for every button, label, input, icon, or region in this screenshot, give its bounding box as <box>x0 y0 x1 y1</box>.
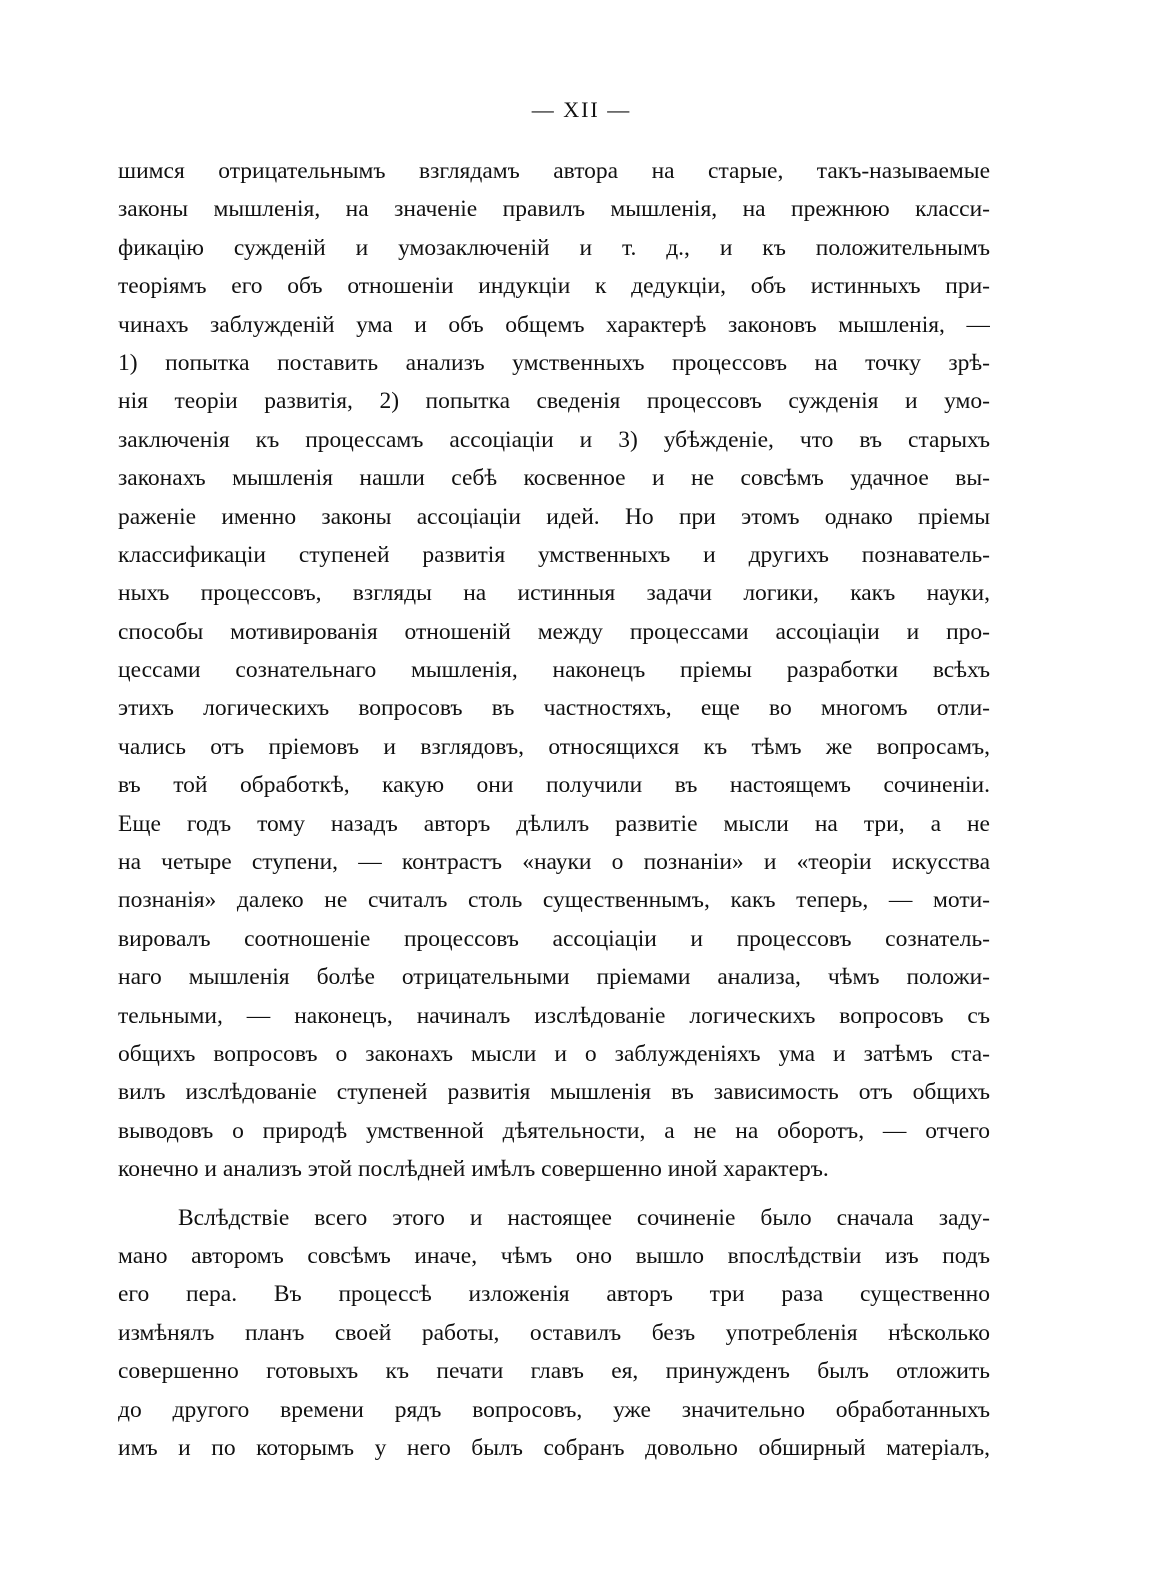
text-line: Еще годъ тому назадъ авторъ дѣлилъ развитіе мысли на три, а не <box>118 810 990 837</box>
text-line: выводовъ о природѣ умственной дѣятельности, а не на оборотъ, — отчего <box>118 1117 990 1144</box>
text-line: чались отъ пріемовъ и взглядовъ, относящихся къ тѣмъ же вопросамъ, <box>118 733 990 760</box>
text-line: общихъ вопросовъ о законахъ мысли и о заблужденіяхъ ума и затѣмъ ста- <box>118 1040 990 1067</box>
text-line: законахъ мышленія нашли себѣ косвенное и не совсѣмъ удачное вы- <box>118 465 990 492</box>
text-line: его пера. Въ процессѣ изложенія авторъ три раза существенно <box>118 1281 990 1308</box>
text-line: тельными, — наконецъ, начиналъ изслѣдованіе логическихъ вопросовъ съ <box>118 1002 990 1029</box>
text-line: Вслѣдствіе всего этого и настоящее сочиненіе было сначала заду- <box>178 1204 990 1231</box>
text-line: имъ и по которымъ у него былъ собранъ довольно обширный матеріалъ, <box>118 1434 990 1461</box>
text-line: классификаціи ступеней развитія умственныхъ и другихъ познаватель- <box>118 541 990 568</box>
text-line: вировалъ соотношеніе процессовъ ассоціаціи и процессовъ сознатель- <box>118 925 990 952</box>
text-line: наго мышленія болѣе отрицательными пріемами анализа, чѣмъ положи- <box>118 964 990 991</box>
paragraph-1 <box>118 152 990 1189</box>
text-line: этихъ логическихъ вопросовъ въ частностяхъ, еще во многомъ отли- <box>118 695 990 722</box>
text-line: чинахъ заблужденій ума и объ общемъ характерѣ законовъ мышленія, — <box>118 311 990 338</box>
text-line: конечно и анализъ этой послѣдней имѣлъ совершенно иной характеръ. <box>118 1156 829 1183</box>
text-line: измѣнялъ планъ своей работы, оставилъ безъ употребленія нѣсколько <box>118 1319 990 1346</box>
text-line: цессами сознательнаго мышленія, наконецъ пріемы разработки всѣхъ <box>118 657 990 684</box>
page-number-header: — XII — <box>531 97 632 122</box>
body-text <box>118 152 990 1467</box>
text-line: 1) попытка поставить анализъ умственныхъ процессовъ на точку зрѣ- <box>118 349 990 376</box>
text-line: на четыре ступени, — контрастъ «науки о познаніи» и «теоріи искусства <box>118 849 990 876</box>
text-line: мано авторомъ совсѣмъ иначе, чѣмъ оно вышло впослѣдствіи изъ подъ <box>118 1242 990 1269</box>
text-line: раженіе именно законы ассоціаціи идей. Но при этомъ однако пріемы <box>118 503 990 530</box>
text-line: вилъ изслѣдованіе ступеней развитія мышленія въ зависимость отъ общихъ <box>118 1079 990 1106</box>
text-line: до другого времени рядъ вопросовъ, уже значительно обработанныхъ <box>118 1396 990 1423</box>
text-line: познанія» далеко не считалъ столь существеннымъ, какъ теперь, — моти- <box>118 887 990 914</box>
text-line: теоріямъ его объ отношеніи индукціи к дедукціи, объ истинныхъ при- <box>118 273 990 300</box>
text-line: заключенія къ процессамъ ассоціаціи и 3) убѣжденіе, что въ старыхъ <box>118 426 990 453</box>
text-line: шимся отрицательнымъ взглядамъ автора на старые, такъ-называемые <box>118 158 990 184</box>
text-line: фикацію сужденій и умозаключеній и т. д., и къ положительнымъ <box>118 234 990 261</box>
paragraph-2 <box>118 1199 990 1468</box>
text-line: нія теоріи развитія, 2) попытка сведенія процессовъ сужденія и умо- <box>118 388 990 415</box>
text-line: способы мотивированія отношеній между процессами ассоціаціи и про- <box>118 618 990 645</box>
text-line: ныхъ процессовъ, взгляды на истинныя задачи логики, какъ науки, <box>118 580 990 607</box>
text-line: совершенно готовыхъ къ печати главъ ея, принужденъ былъ отложить <box>118 1358 990 1385</box>
text-line: въ той обработкѣ, какую они получили въ настоящемъ сочиненіи. <box>118 772 990 799</box>
text-line: законы мышленія, на значеніе правилъ мышленія, на прежнюю класси- <box>118 196 990 223</box>
